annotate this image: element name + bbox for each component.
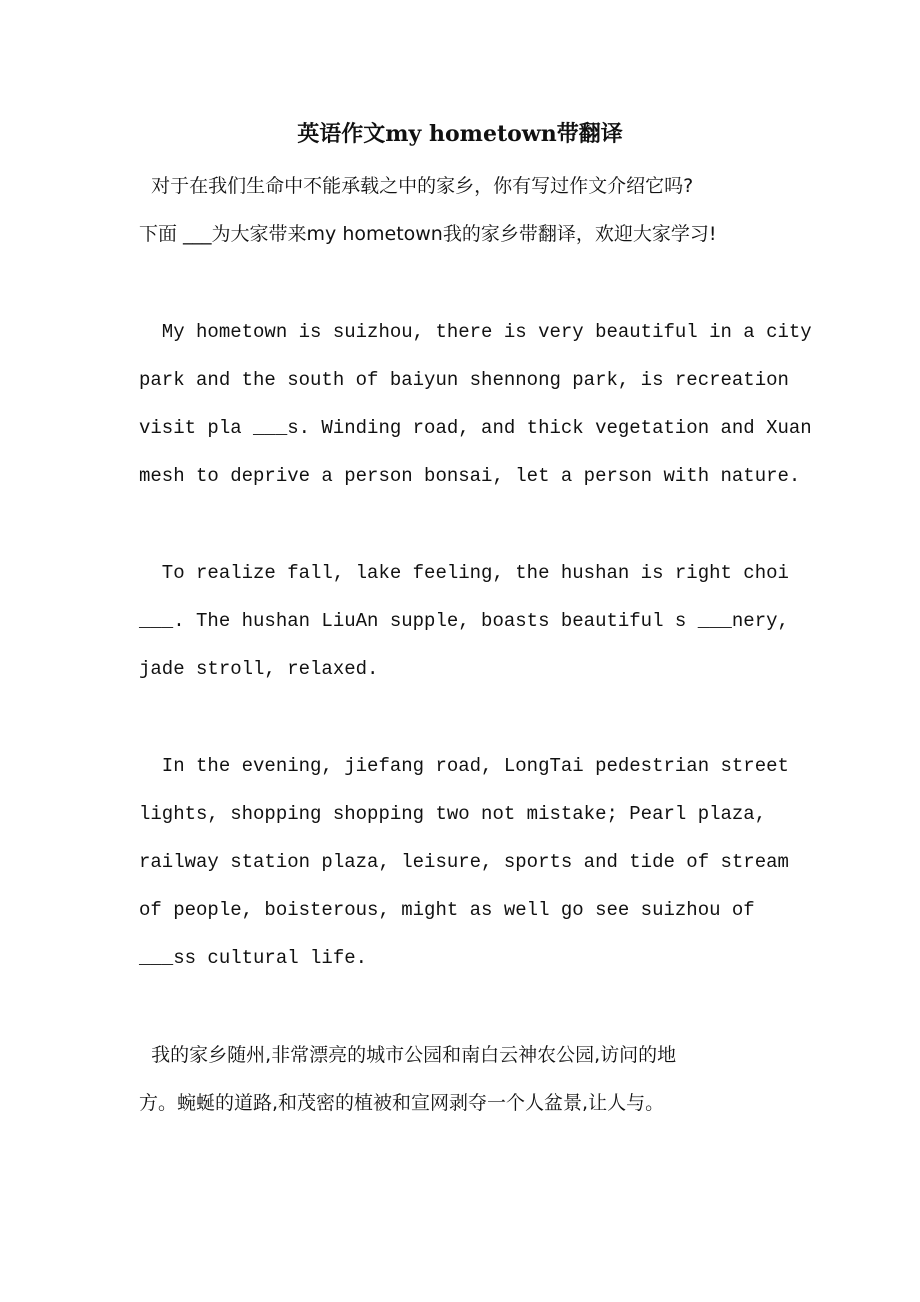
- paragraph-2-line-3: jade stroll, relaxed.: [139, 658, 379, 680]
- paragraph-3-line-5: ___ss cultural life.: [139, 947, 368, 969]
- paragraph-1-line-2: park and the south of baiyun shennong park, is recreation: [139, 369, 789, 391]
- paragraph-1-line-4: mesh to deprive a person bonsai, let a person with nature.: [139, 465, 801, 487]
- paragraph-3-line-1: In the evening, jiefang road, LongTai pedestrian street: [139, 755, 789, 777]
- paragraph-3-line-4: of people, boisterous, might as well go see suizhou of: [139, 899, 755, 921]
- document-title: 英语作文my hometown带翻译: [297, 121, 623, 147]
- intro-line-1: 对于在我们生命中不能承载之中的家乡，你有写过作文介绍它吗?: [139, 175, 694, 197]
- paragraph-2-line-1: To realize fall, lake feeling, the hushan is right choi: [139, 562, 789, 584]
- paragraph-2-line-2: ___. The hushan LiuAn supple, boasts beautiful s ___nery,: [139, 610, 789, 632]
- intro-line-2: 下面 ___为大家带来my hometown我的家乡带翻译，欢迎大家学习!: [139, 223, 717, 245]
- paragraph-1-line-1: My hometown is suizhou, there is very beautiful in a city: [139, 321, 812, 343]
- paragraph-1-line-3: visit pla ___s. Winding road, and thick vegetation and Xuan: [139, 417, 812, 439]
- paragraph-4-line-2: 方。蜿蜒的道路,和茂密的植被和宣网剥夺一个人盆景,让人与。: [139, 1092, 665, 1114]
- paragraph-3-line-2: lights, shopping shopping two not mistake; Pearl plaza,: [139, 803, 767, 825]
- paragraph-4-line-1: 我的家乡随州,非常漂亮的城市公园和南白云神农公园,访问的地: [139, 1044, 677, 1066]
- paragraph-3-line-3: railway station plaza, leisure, sports and tide of stream: [139, 851, 789, 873]
